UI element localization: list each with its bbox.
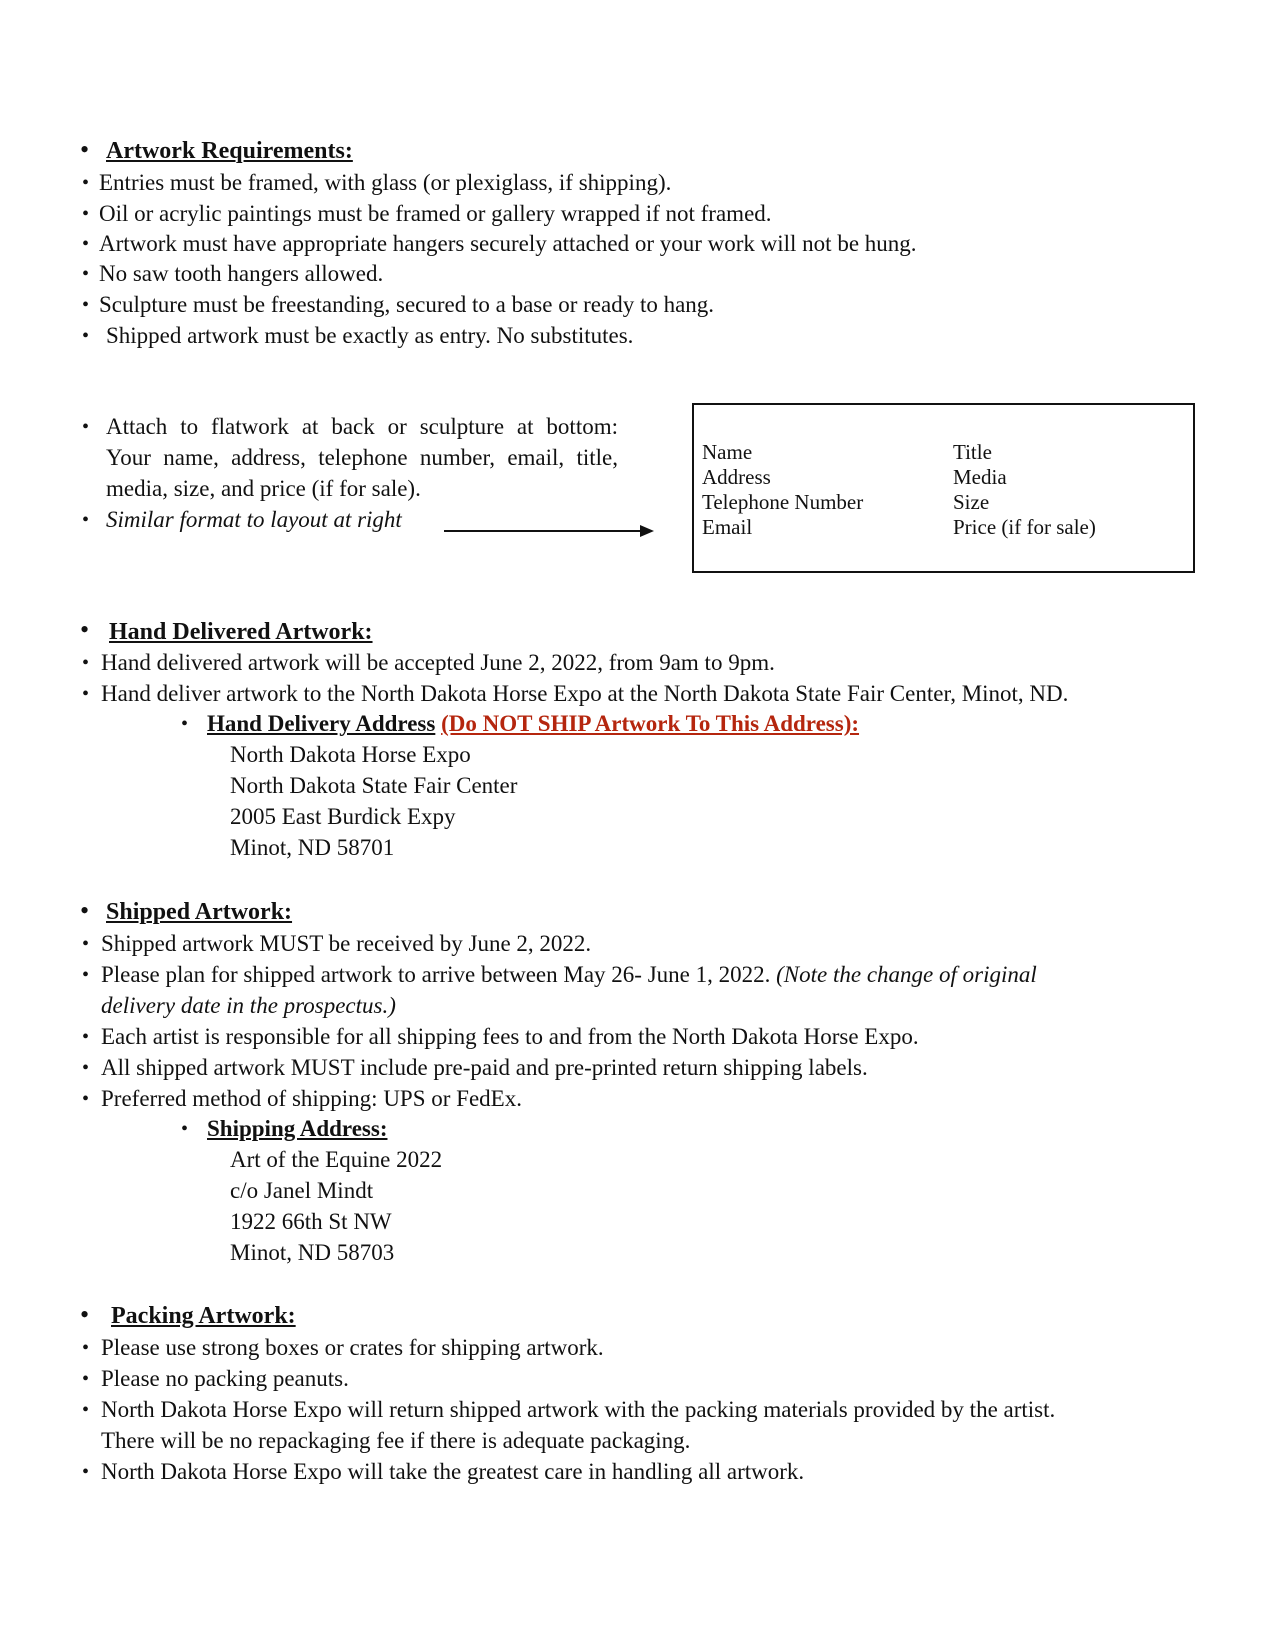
hand-delivered-heading: Hand Delivered Artwork:	[109, 619, 373, 645]
address-line: Minot, ND 58701	[230, 835, 395, 860]
bullet: •	[82, 1057, 90, 1079]
address-line: Art of the Equine 2022	[230, 1147, 443, 1172]
address-line: North Dakota State Fair Center	[230, 773, 518, 798]
list-item: Entries must be framed, with glass (or plexiglass, if shipping).	[99, 170, 672, 195]
artwork-requirements-heading: Artwork Requirements:	[106, 138, 353, 164]
list-item: Shipped artwork must be exactly as entry. No substitutes.	[106, 323, 634, 348]
bullet: •	[82, 933, 90, 955]
attach-line-3: media, size, and price (if for sale).	[106, 476, 421, 501]
bullet: •	[82, 1088, 90, 1110]
bullet: •	[82, 416, 90, 438]
bullet: •	[82, 325, 90, 347]
bullet: •	[82, 203, 90, 225]
address-line: North Dakota Horse Expo	[230, 742, 471, 767]
bullet: •	[82, 1368, 90, 1390]
address-line: c/o Janel Mindt	[230, 1178, 374, 1203]
bullet: •	[80, 615, 90, 644]
bullet: •	[80, 135, 90, 164]
attach-line-1: Attach to flatwork at back or sculpture at bottom:	[106, 414, 618, 439]
attach-line-2: Your name, address, telephone number, email, title,	[106, 445, 618, 470]
bullet: •	[181, 713, 189, 735]
hand-delivery-address-heading: Hand Delivery Address (Do NOT SHIP Artwork To This Address):	[207, 711, 860, 736]
box-size-label: Size	[953, 490, 990, 514]
do-not-ship-warning: (Do NOT SHIP Artwork To This Address):	[441, 711, 860, 736]
list-item: Artwork must have appropriate hangers securely attached or your work will not be hung.	[99, 231, 917, 256]
list-item: Please no packing peanuts.	[101, 1366, 349, 1391]
bullet: •	[82, 683, 90, 705]
address-line: 1922 66th St NW	[230, 1209, 392, 1234]
box-address-label: Address	[702, 465, 771, 489]
bullet: •	[82, 1399, 90, 1421]
list-item-continuation: delivery date in the prospectus.)	[101, 993, 396, 1018]
list-item: Oil or acrylic paintings must be framed or gallery wrapped if not framed.	[99, 201, 772, 226]
list-item-continuation: There will be no repackaging fee if there is adequate packaging.	[101, 1428, 691, 1453]
packing-artwork-heading: Packing Artwork:	[111, 1303, 296, 1329]
bullet: •	[82, 1461, 90, 1483]
list-item: All shipped artwork MUST include pre-paid and pre-printed return shipping labels.	[101, 1055, 868, 1080]
list-item: North Dakota Horse Expo will take the greatest care in handling all artwork.	[101, 1459, 805, 1484]
bullet: •	[80, 896, 90, 925]
bullet: •	[80, 1300, 90, 1329]
list-item: No saw tooth hangers allowed.	[99, 261, 384, 286]
list-item: Each artist is responsible for all shipping fees to and from the North Dakota Horse Expo.	[101, 1024, 919, 1049]
bullet: •	[82, 294, 90, 316]
bullet: •	[82, 509, 90, 531]
list-item: Sculpture must be freestanding, secured to a base or ready to hang.	[99, 292, 715, 317]
box-name-label: Name	[702, 440, 753, 464]
box-price-label: Price (if for sale)	[953, 515, 1096, 539]
box-media-label: Media	[953, 465, 1007, 489]
list-item: Preferred method of shipping: UPS or FedEx.	[101, 1086, 522, 1111]
box-email-label: Email	[702, 515, 753, 539]
bullet: •	[82, 172, 90, 194]
similar-format-note: Similar format to layout at right	[106, 507, 402, 532]
list-item: Hand delivered artwork will be accepted June 2, 2022, from 9am to 9pm.	[101, 650, 775, 675]
box-telephone-label: Telephone Number	[702, 490, 864, 514]
shipped-artwork-heading: Shipped Artwork:	[106, 899, 293, 925]
bullet: •	[82, 233, 90, 255]
box-title-label: Title	[953, 440, 992, 464]
bullet: •	[181, 1118, 189, 1140]
bullet: •	[82, 1026, 90, 1048]
bullet: •	[82, 964, 90, 986]
address-line: Minot, ND 58703	[230, 1240, 395, 1265]
bullet: •	[82, 652, 90, 674]
list-item: Please use strong boxes or crates for shipping artwork.	[101, 1335, 604, 1360]
list-item: Hand deliver artwork to the North Dakota Horse Expo at the North Dakota State Fair Center, Minot, ND.	[101, 681, 1069, 706]
address-line: 2005 East Burdick Expy	[230, 804, 456, 829]
right-arrow-icon	[444, 524, 654, 538]
label-format-box	[692, 403, 1195, 573]
bullet: •	[82, 1337, 90, 1359]
bullet: •	[82, 263, 90, 285]
list-item: Please plan for shipped artwork to arrive between May 26- June 1, 2022. (Note the change of original	[101, 962, 1037, 987]
list-item: North Dakota Horse Expo will return shipped artwork with the packing materials provided by the artist.	[101, 1397, 1056, 1422]
shipping-address-heading: Shipping Address:	[207, 1116, 388, 1141]
list-item: Shipped artwork MUST be received by June 2, 2022.	[101, 931, 592, 956]
